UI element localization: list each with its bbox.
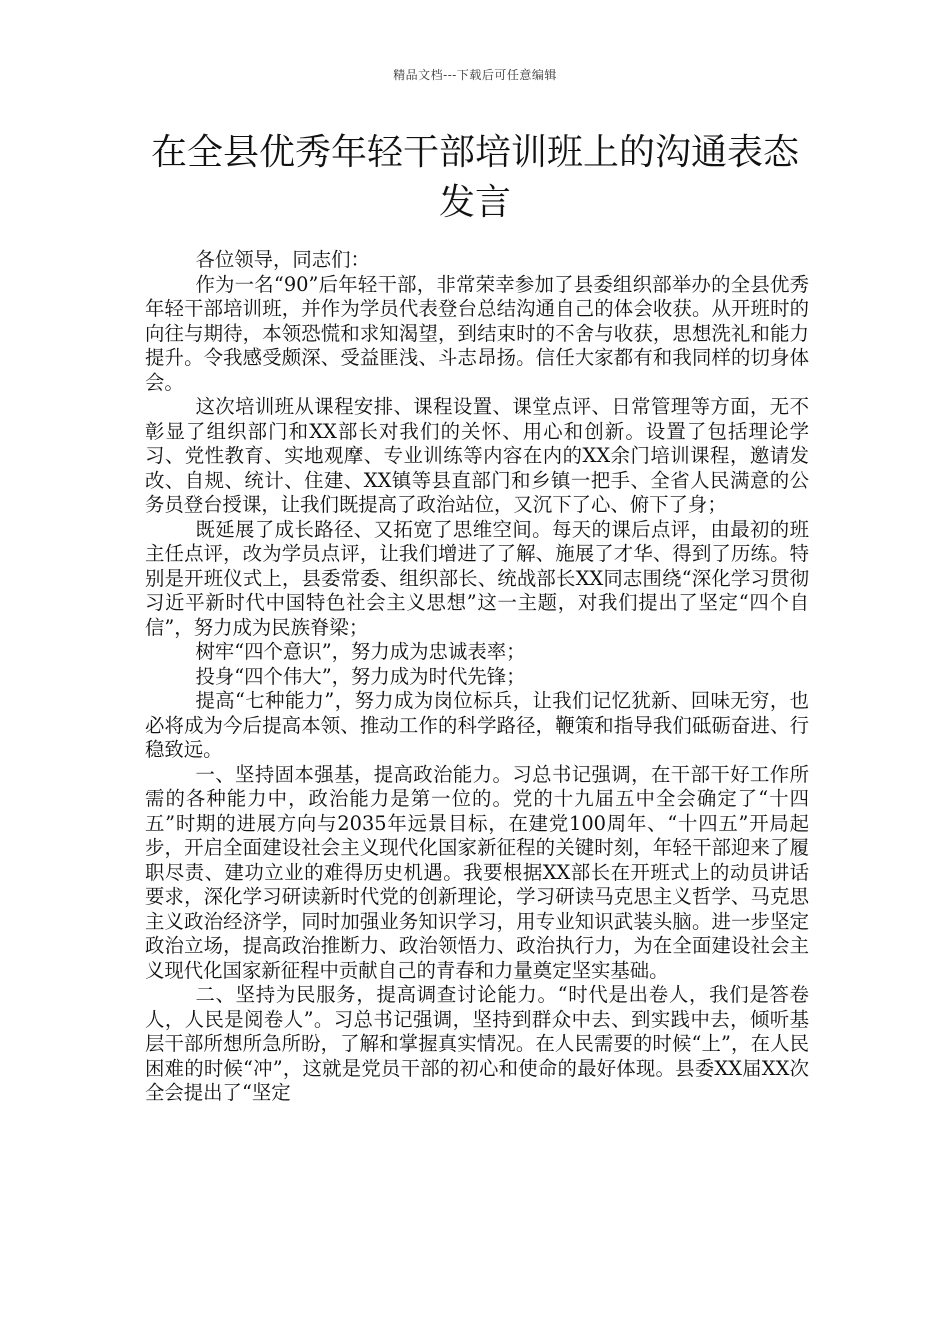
document-body xyxy=(145,248,809,1106)
paragraph-section-one: 一、坚持固本强基，提高政治能力。习总书记强调，在干部干好工作所需的各种能力中，政治能力是第一位的。党的十九届五中全会确定了“十四五”时期的进展方向与2035年远景目标，在建党100周年、“十四五”开局起步，开启全面建设社会主义现代化国家新征程的关键时刻，年轻干部迎来了履职尽责、建功立业的难得历史机遇。我要根据XX部长在开班式上的动员讲话要求，深化学习研读新时代党的创新理论，学习研读马克思主义哲学、马克思主义政治经济学，同时加强业务知识学习，用专业知识武装头脑。进一步坚定政治立场，提高政治推断力、政治领悟力、政治执行力，为在全面建设社会主义现代化国家新征程中贡献自己的青春和力量奠定坚实基础。 xyxy=(145,762,809,982)
paragraph-four-consciousness: 树牢“四个意识”，努力成为忠诚表率； xyxy=(195,640,526,663)
paragraph-seven-abilities: 提高“七种能力”，努力成为岗位标兵，让我们记忆犹新、回味无穷，也必将成为今后提高本领、推动工作的科学路径，鞭策和指导我们砥砺奋进、行稳致远。 xyxy=(145,689,809,761)
paragraph-growth-path: 既延展了成长路径、又拓宽了思维空间。每天的课后点评，由最初的班主任点评，改为学员点评，让我们增进了了解、施展了才华、得到了历练。特别是开班仪式上，县委常委、组织部长、统战部长XX同志围绕“深化学习贯彻习近平新时代中国特色社会主义思想”这一主题，对我们提出了坚定“四个自信”，努力成为民族脊梁； xyxy=(145,517,809,639)
paragraph-four-great: 投身“四个伟大”，努力成为时代先锋； xyxy=(195,664,526,688)
paragraph-training-overview: 这次培训班从课程安排、课程设置、课堂点评、日常管理等方面，无不彰显了组织部门和XX部长对我们的关怀、用心和创新。设置了包括理论学习、党性教育、实地观摩、专业训练等内容在内的XX余门培训课程，邀请发改、自规、统计、住建、XX镇等县直部门和乡镇一把手、全省人民满意的公务员登台授课，让我们既提高了政治站位，又沉下了心、俯下了身； xyxy=(145,395,809,516)
document-header-note: 精品文档---下载后可任意编辑 xyxy=(393,68,557,82)
paragraph-section-two: 二、坚持为民服务，提高调查讨论能力。“时代是出卷人，我们是答卷人，人民是阅卷人”。习总书记强调，坚持到群众中去、到实践中去，倾听基层干部所想所急所盼，了解和掌握真实情况。在人民需要的时候“上”，在人民困难的时候“冲”，这就是党员干部的初心和使命的最好体现。县委XX届XX次全会提出了“坚定 xyxy=(145,983,809,1104)
paragraph-intro: 作为一名“90”后年轻干部，非常荣幸参加了县委组织部举办的全县优秀年轻干部培训班，并作为学员代表登台总结沟通自己的体会收获。从开班时的向往与期待，本领恐慌和求知渴望，到结束时的不舍与收获，思想洗礼和能力提升。令我感受颇深、受益匪浅、斗志昂扬。信任大家都有和我同样的切身体会。 xyxy=(145,272,809,394)
paragraph-salutation: 各位领导，同志们： xyxy=(195,248,370,271)
document-title: 在全县优秀年轻干部培训班上的沟通表态发言 xyxy=(150,132,799,223)
